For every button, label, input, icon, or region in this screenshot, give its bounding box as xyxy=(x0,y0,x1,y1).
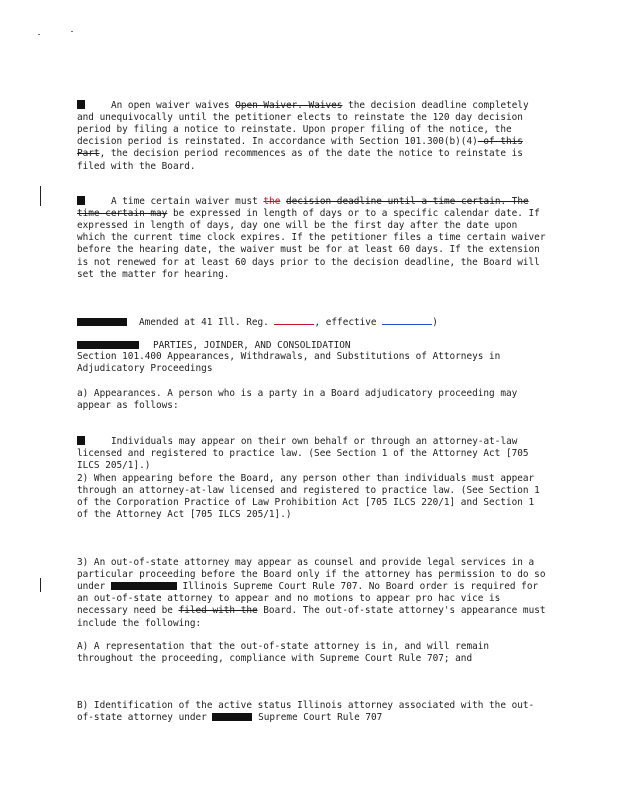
effective-date-blank xyxy=(382,316,432,325)
text: ) xyxy=(432,317,438,329)
deleted-text: the xyxy=(263,196,281,208)
source-label-redacted xyxy=(77,318,127,326)
text: Supreme Court Rule 707 xyxy=(252,712,383,724)
text: be expressed in length of days or to a specific calendar date. If expressed in length of days, day one will be the first day after the date upon which the current time clock expires. If the petitioner files a time certain waiver before the hearing date, the waiver must be for at least 60 days. If the extension is not renewed for at least 60 days prior to the decision deadline, the Board will set the matter for hearing. xyxy=(77,208,546,280)
deleted-text: filed with the xyxy=(178,605,258,617)
paragraph-time-certain-waiver xyxy=(77,184,547,281)
paragraph-open-waiver xyxy=(77,88,547,173)
revision-bar xyxy=(40,186,41,206)
amendment-line xyxy=(77,304,547,329)
subpart-heading xyxy=(77,328,547,352)
register-blank xyxy=(274,316,314,325)
paragraph-marker xyxy=(77,100,85,109)
text: 3) An out-of-state attorney may appear as counsel and provide legal services in a particular proceeding before the Board only if the attorney has permission to do so under xyxy=(77,557,546,593)
section-heading: Section 101.400 Appearances, Withdrawals, and Substitutions of Attorneys in Adjudicatory Proceedings xyxy=(77,351,501,375)
text: An open waiver waives xyxy=(111,100,236,112)
text: Board. The out-of-state attorney's appearance must include the following: xyxy=(77,605,546,629)
paragraph-representation: A) A representation that the out-of-state attorney is in, and will remain throughout the proceeding, compliance with Supreme Court Rule 707; and xyxy=(77,641,490,665)
paragraph-identification xyxy=(77,688,547,724)
scan-speck xyxy=(38,34,40,35)
deleted-text: of this Part xyxy=(77,136,523,160)
paragraph-individuals xyxy=(77,424,547,472)
redacted-text xyxy=(111,582,177,590)
text: Individuals may appear on their own behalf or through an attorney-at-law licensed and registered to practice law. (See Section 1 of the Attorney Act [705 ILCS 205/1].) xyxy=(77,436,529,472)
paragraph-marker xyxy=(77,196,85,205)
subpart-title: PARTIES, JOINDER, AND CONSOLIDATION xyxy=(153,340,351,352)
deleted-text: Open Waiver. Waives xyxy=(235,100,343,112)
text: A time certain waiver must xyxy=(111,196,264,208)
paragraph-out-of-state-attorney xyxy=(77,545,547,630)
paragraph-appearances: a) Appearances. A person who is a party in a Board adjudicatory proceeding may appear as follows: xyxy=(77,388,518,412)
revision-bar xyxy=(40,578,41,592)
deleted-text: decision deadline until a time certain. The time certain may xyxy=(77,196,529,220)
paragraph-marker xyxy=(77,436,85,445)
subpart-label-redacted xyxy=(77,341,139,349)
text: Amended at 41 Ill. Reg. xyxy=(139,317,275,329)
text: Illinois Supreme Court Rule 707. No Board order is required for an out-of-state attorney to appear and no motions to appear pro hac vice is necessary need be xyxy=(77,581,539,617)
text: the decision deadline completely and unequivocally until the petitioner elects to reinstate the 120 day decision period by filing a notice to reinstate. Upon proper filing of the notice, the decision period is reinstated. In accordance with Section 101.300(b)(4) xyxy=(77,100,529,148)
text: B) Identification of the active status Illinois attorney associated with the out-of-state attorney under xyxy=(77,700,535,724)
text: , effective xyxy=(314,317,383,329)
text: , the decision period recommences as of the date the notice to reinstate is filed with the Board. xyxy=(77,148,523,172)
paragraph-other-persons: 2) When appearing before the Board, any person other than individuals must appear through an attorney-at-law licensed and registered to practice law. (See Section 1 of the Corporation Practice of Law Prohibition Act [705 ILCS 220/1] and Section 1 of the Attorney Act [705 ILCS 205/1].) xyxy=(77,473,540,521)
scan-speck xyxy=(71,31,73,32)
redacted-text xyxy=(212,713,252,721)
